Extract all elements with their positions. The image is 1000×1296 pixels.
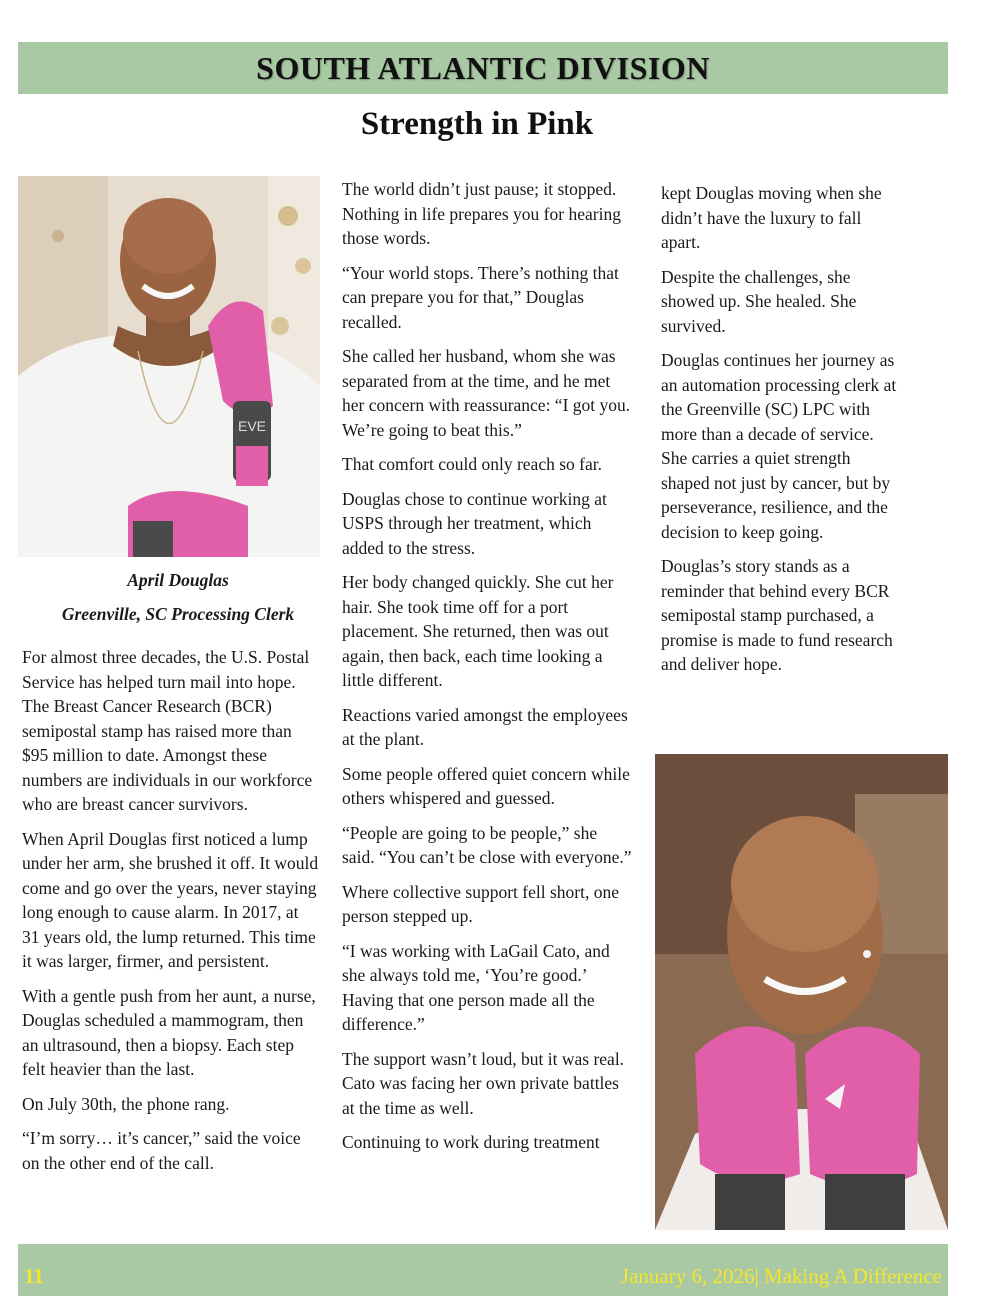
paragraph: She called her husband, whom she was separated from at the time, and he met her concern with reassurance: “I got you. We’re going to beat this.” [342, 346, 631, 440]
photo-caption-role: Greenville, SC Processing Clerk [61, 604, 295, 624]
paragraph: When April Douglas first noticed a lump under her arm, she brushed it off. It would come and go over the years, never staying long enough to cause alarm. In 2017, at 31 years old, the lump returned. This time it was larger, firmer, and persistent. [22, 828, 319, 971]
paragraph: Continuing to work during treatment [342, 1132, 600, 1152]
paragraph: kept Douglas moving when she didn’t have the luxury to fall apart. [661, 183, 882, 252]
paragraph: Despite the challenges, she showed up. She healed. She survived. [661, 266, 857, 336]
division-banner [18, 42, 948, 94]
paragraph: The world didn’t just pause; it stopped. Nothing in life prepares you for hearing those words. [342, 179, 621, 248]
footer-text: January 6, 2026| Making A Difference [620, 1264, 942, 1288]
paragraph: Her body changed quickly. She cut her hair. She took time off for a port placement. She returned, then was out again, then back, each time looking a little different. [342, 572, 614, 690]
page-footer [18, 1244, 948, 1296]
article-column-3 [661, 181, 903, 687]
glove-brand-text: EVE [238, 418, 267, 434]
paragraph: On July 30th, the phone rang. [22, 1093, 230, 1114]
photo-illustration [18, 176, 320, 557]
article-headline: Strength in Pink [360, 106, 594, 142]
paragraph: Where collective support fell short, one person stepped up. [342, 881, 619, 926]
paragraph: With a gentle push from her aunt, a nurse, Douglas scheduled a mammogram, then an ultrasound, then a biopsy. Each step felt heavier than the last. [22, 985, 316, 1079]
paragraph: “I was working with LaGail Cato, and she always told me, ‘You’re good.’ Having that one person made all the difference.” [342, 940, 610, 1034]
article-column-2 [342, 177, 632, 1165]
page-number: 11 [24, 1264, 44, 1288]
article-column-1 [22, 645, 320, 1185]
paragraph: Some people offered quiet concern while others whispered and guessed. [342, 763, 630, 808]
photo-illustration [655, 754, 948, 1230]
photo-april-douglas [18, 176, 320, 557]
photo-douglas-gloves [655, 754, 948, 1230]
paragraph: Douglas’s story stands as a reminder that behind every BCR semipostal stamp purchased, a promise is made to fund research and deliver hope. [661, 556, 893, 674]
paragraph: Douglas continues her journey as an automation processing clerk at the Greenville (SC) LPC with more than a decade of service. She carries a quiet strength shaped not just by cancer, but by perseverance, resilience, and the decision to keep going. [661, 350, 897, 542]
paragraph: “I’m sorry… it’s cancer,” said the voice on the other end of the call. [22, 1128, 301, 1173]
photo-caption-name: April Douglas [127, 570, 229, 590]
paragraph: For almost three decades, the U.S. Postal Service has helped turn mail into hope. The Breast Cancer Research (BCR) semipostal stamp has raised more than $95 million to date. Amongst these numbers are individuals in our workforce who are breast cancer survivors. [22, 647, 313, 814]
paragraph: The support wasn’t loud, but it was real. Cato was facing her own private battles at the time as well. [342, 1048, 625, 1118]
paragraph: Douglas chose to continue working at USPS through her treatment, which added to the stress. [342, 488, 607, 558]
paragraph: Reactions varied amongst the employees at the plant. [342, 704, 628, 749]
division-title: SOUTH ATLANTIC DIVISION [256, 49, 710, 86]
paragraph: That comfort could only reach so far. [342, 454, 602, 474]
paragraph: “People are going to be people,” she said. “You can’t be close with everyone.” [342, 822, 632, 867]
paragraph: “Your world stops. There’s nothing that can prepare you for that,” Douglas recalled. [342, 262, 619, 332]
